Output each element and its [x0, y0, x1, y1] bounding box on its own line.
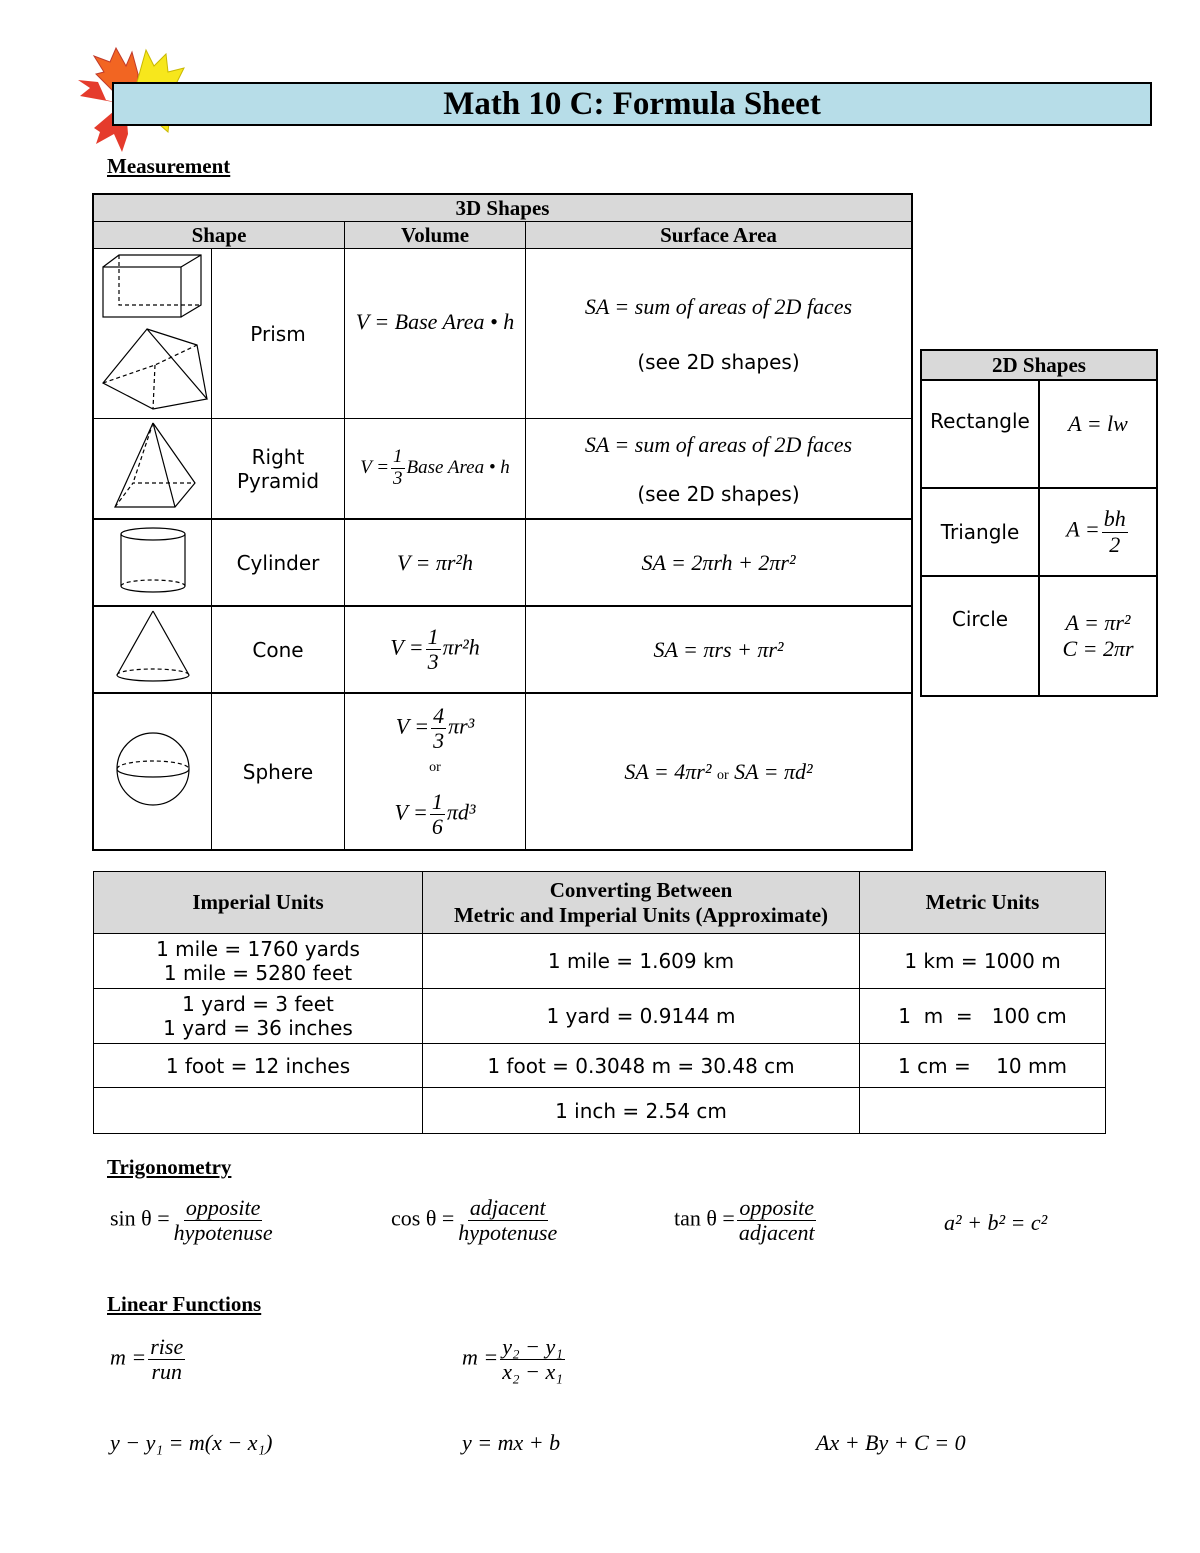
- sphere-vol2-right: πd³: [446, 799, 476, 825]
- pythagorean-formula: a² + b² = c²: [944, 1210, 1048, 1235]
- pyramid-vol-den: 3: [393, 468, 403, 489]
- sine-num: opposite: [185, 1195, 261, 1220]
- sphere-vol-2: [345, 790, 525, 839]
- sphere-sa-left: SA = 4πr²: [624, 758, 712, 784]
- slope2-fraction: [500, 1335, 565, 1384]
- table-row: [93, 249, 912, 419]
- cosine-den: hypotenuse: [458, 1220, 558, 1246]
- triangle-den: 2: [1109, 531, 1121, 557]
- col-converting-line1: Converting Between: [549, 877, 733, 902]
- slope2-num: y₂ − y₁: [502, 1334, 563, 1359]
- table-row: [94, 934, 1106, 989]
- prism-sa-formula: SA = sum of areas of 2D faces: [584, 293, 853, 319]
- cylinder-surface-area: SA = 2πrh + 2πr²: [526, 519, 913, 606]
- pyramid-vol-right: Base Area • h: [406, 456, 510, 478]
- col-converting: [423, 872, 860, 934]
- prism-name: Prism: [212, 249, 345, 419]
- cone-surface-area: SA = πrs + πr²: [526, 606, 913, 693]
- triangle-num: bh: [1103, 506, 1126, 532]
- col-shape: Shape: [93, 222, 345, 249]
- cylinder-volume: V = πr²h: [345, 519, 526, 606]
- sphere-name: Sphere: [212, 693, 345, 850]
- col-surface-area: Surface Area: [526, 222, 913, 249]
- pyramid-vol-num: 1: [393, 446, 403, 468]
- sphere-vol2-num: 1: [431, 788, 443, 814]
- table-row: [93, 693, 912, 850]
- sphere-figure: [93, 693, 212, 850]
- table-row: [93, 419, 912, 520]
- pyramid-sa-formula: SA = sum of areas of 2D faces: [584, 431, 853, 457]
- slope1-fraction: [148, 1335, 185, 1384]
- metric-cell: 1 cm = 10 mm: [860, 1044, 1106, 1088]
- cone-vol-num: 1: [427, 623, 439, 649]
- measurement-heading: Measurement: [107, 154, 231, 178]
- general-form: Ax + By + C = 0: [816, 1430, 966, 1455]
- pyramid-vol-left: V =: [360, 456, 390, 478]
- tangent-fraction: [737, 1196, 817, 1245]
- slope2-den: x₂ − x₁: [502, 1359, 563, 1385]
- conversion-cell: 1 inch = 2.54 cm: [423, 1088, 860, 1134]
- prism-surface-area: [526, 249, 913, 419]
- table-row: [93, 519, 912, 606]
- sphere-vol1-left: V =: [395, 713, 430, 739]
- tangent-den: adjacent: [738, 1220, 815, 1246]
- imperial-line: 1 mile = 1760 yards: [156, 937, 360, 961]
- slope-intercept-form: y = mx + b: [462, 1430, 561, 1455]
- cosine-num: adjacent: [469, 1195, 546, 1220]
- sine-left: sin θ =: [110, 1205, 170, 1231]
- triangle-formula: [1039, 488, 1157, 576]
- pyramid-name-line1: Right: [251, 444, 305, 469]
- slope-rise-run: [110, 1335, 187, 1384]
- sphere-icon: [97, 719, 209, 819]
- circle-formulas: [1039, 576, 1157, 696]
- rectangle-name: Rectangle: [921, 380, 1039, 488]
- shapes-3d-caption: 3D Shapes: [93, 194, 912, 222]
- metric-cell: 1 km = 1000 m: [860, 934, 1106, 989]
- sphere-vol-1: [345, 704, 525, 753]
- sphere-vol2-den: 6: [431, 813, 443, 839]
- pyramid-vol-fraction: [391, 447, 405, 490]
- slope1-left: m =: [110, 1344, 147, 1370]
- tangent-formula: [674, 1196, 819, 1245]
- table-row: [93, 606, 912, 693]
- imperial-line: 1 yard = 3 feet: [182, 992, 334, 1016]
- cosine-fraction: [456, 1196, 559, 1245]
- pyramid-name-line2: Pyramid: [236, 468, 320, 493]
- tangent-num: opposite: [739, 1195, 814, 1220]
- sphere-vol-or: or: [429, 759, 441, 775]
- cone-volume: [345, 606, 526, 693]
- triangle-name: Triangle: [921, 488, 1039, 576]
- pyramid-surface-area: [526, 419, 913, 520]
- conversion-cell: 1 foot = 0.3048 m = 30.48 cm: [423, 1044, 860, 1088]
- cone-vol-left: V =: [390, 634, 424, 660]
- cone-icon: [97, 607, 209, 687]
- prism-volume: V = Base Area • h: [345, 249, 526, 419]
- conversion-cell: 1 yard = 0.9144 m: [423, 989, 860, 1044]
- sphere-volume: [345, 693, 526, 850]
- triangle-fraction: [1102, 507, 1128, 556]
- metric-cell: [860, 1088, 1106, 1134]
- page-title: Math 10 C: Formula Sheet: [112, 82, 1152, 126]
- cylinder-figure: [93, 519, 212, 606]
- sphere-vol1-den: 3: [433, 728, 445, 754]
- sine-fraction: [172, 1196, 275, 1245]
- imperial-cell: [94, 989, 423, 1044]
- cone-name: Cone: [212, 606, 345, 693]
- table-row: [921, 488, 1157, 576]
- circle-area: A = πr²: [1065, 610, 1131, 635]
- sphere-vol2-left: V =: [394, 799, 428, 825]
- prism-figure: [93, 249, 212, 419]
- circle-circumference: C = 2πr: [1062, 636, 1134, 661]
- slope1-num: rise: [150, 1334, 184, 1359]
- cylinder-name: Cylinder: [212, 519, 345, 606]
- pyramid-icon: [97, 419, 209, 513]
- imperial-cell: [94, 934, 423, 989]
- col-converting-line2: Metric and Imperial Units (Approximate): [453, 902, 829, 927]
- linear-functions-heading: Linear Functions: [107, 1292, 262, 1316]
- table-row: [921, 576, 1157, 696]
- sine-den: hypotenuse: [173, 1220, 273, 1246]
- sphere-sa-right: SA = πd²: [734, 758, 813, 784]
- shapes-2d-caption: 2D Shapes: [921, 350, 1157, 380]
- pyramid-name: [212, 419, 345, 520]
- sphere-vol1-right: πr³: [448, 713, 475, 739]
- shapes-2d-table: [920, 349, 1158, 697]
- point-slope-form: y − y₁ = m(x − x₁): [110, 1430, 273, 1455]
- sphere-sa-or: or: [716, 767, 729, 783]
- trigonometry-heading: Trigonometry: [107, 1155, 232, 1179]
- pyramid-volume: [345, 419, 526, 520]
- col-volume: Volume: [345, 222, 526, 249]
- slope1-den: run: [151, 1359, 183, 1385]
- cone-vol-den: 3: [427, 649, 439, 674]
- metric-cell: 1 m = 100 cm: [860, 989, 1106, 1044]
- prism-sa-note: (see 2D shapes): [637, 349, 800, 374]
- cone-vol-fraction: [426, 625, 441, 674]
- col-metric-units: Metric Units: [860, 872, 1106, 934]
- col-imperial-units: Imperial Units: [94, 872, 423, 934]
- imperial-cell: 1 foot = 12 inches: [94, 1044, 423, 1088]
- sphere-vol1-fraction: [431, 704, 446, 753]
- cone-vol-right: πr²h: [442, 634, 480, 660]
- imperial-line: 1 mile = 5280 feet: [163, 961, 353, 985]
- triangle-left: A =: [1066, 517, 1100, 543]
- sphere-surface-area: [526, 693, 913, 850]
- conversion-cell: 1 mile = 1.609 km: [423, 934, 860, 989]
- cosine-formula: [391, 1196, 561, 1245]
- table-row: [94, 989, 1106, 1044]
- table-row: [921, 380, 1157, 488]
- sphere-vol1-num: 4: [433, 703, 445, 729]
- prism-icon: [97, 249, 209, 413]
- sphere-vol2-fraction: [430, 790, 445, 839]
- circle-name: Circle: [921, 576, 1039, 696]
- cone-figure: [93, 606, 212, 693]
- tangent-left: tan θ =: [674, 1205, 735, 1231]
- table-row: [94, 1044, 1106, 1088]
- imperial-line: 1 yard = 36 inches: [163, 1016, 353, 1040]
- cylinder-icon: [97, 520, 209, 600]
- slope2-left: m =: [462, 1344, 499, 1370]
- pyramid-sa-note: (see 2D shapes): [637, 481, 800, 506]
- pyramid-figure: [93, 419, 212, 520]
- table-row: [94, 1088, 1106, 1134]
- units-table: [93, 871, 1106, 1134]
- imperial-cell: [94, 1088, 423, 1134]
- cosine-left: cos θ =: [391, 1205, 455, 1231]
- sine-formula: [110, 1196, 277, 1245]
- shapes-3d-table: [92, 193, 913, 851]
- rectangle-formula: A = lw: [1039, 380, 1157, 488]
- slope-two-points: [462, 1335, 567, 1384]
